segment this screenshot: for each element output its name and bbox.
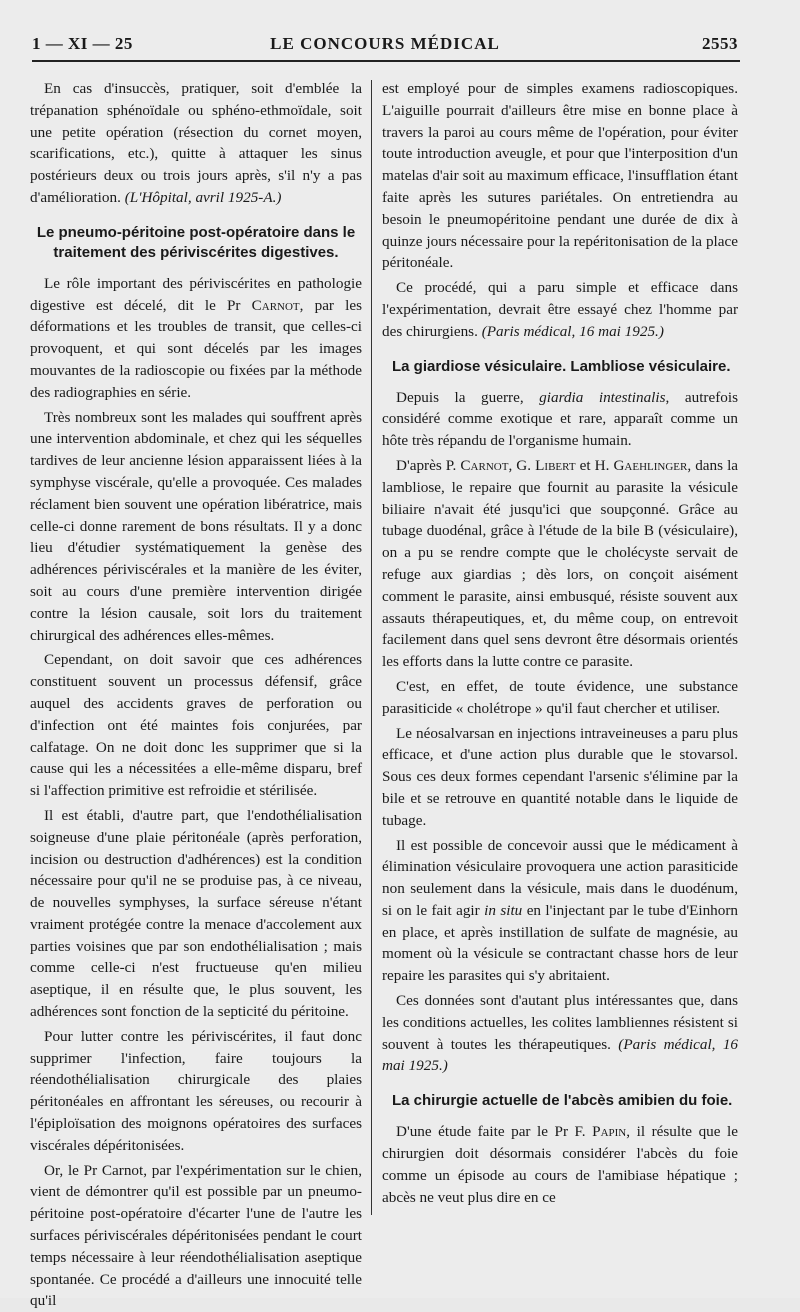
paragraph: Pour lutter contre les périviscérites, il faut donc supprimer l'infection, faire toujours la réendothélialisation chirurgicale des plaies péritonéales en affrontant les séreuses, ou recourir à l'épiploïsation des moignons opératoires des surfaces viscérales dépéritonisées.	[30, 1027, 362, 1154]
article-heading: Le pneumo-péritoine post-opératoire dans le traitement des périviscérites digestives.	[36, 223, 356, 261]
paragraph: C'est, en effet, de toute évidence, une substance parasiticide « cholétrope » qu'il faut chercher et utiliser.	[382, 677, 738, 717]
paragraph: est employé pour de simples examens radioscopiques. L'aiguille pourrait d'ailleurs être mise en bonne place à travers la paroi au cours même de l'opération, pour éviter toute introduction aveugle, et pour que l'interposition d'un matelas d'air soit au maximum efficace, l'insufflation étant faite après les sutures pariétales. On entretiendra au besoin le pneumopéritoine pendant une durée de dix à quinze jours nécessaire pour la repéritonisation de la place péritonéale.	[382, 80, 738, 272]
journal-title: LE CONCOURS MÉDICAL	[270, 34, 500, 53]
paragraph: Le néosalvarsan en injections intraveineuses a paru plus efficace, et d'une action plus durable que le stovarsol. Sous ces deux formes cependant l'arsenic s'élimine par la bile et se retrouve en quantité notable dans le liquide de tubage.	[382, 724, 738, 829]
paragraph: Très nombreux sont les malades qui souffrent après une intervention abdominale, et chez qui les séquelles tardives de leur ancienne lésion apparaissent liées à la symphyse viscérale, qu'elle a provoquée. Ces malades réclament bien souvent une opération libératrice, mais celle-ci donne rarement de bons résultats. Il y a donc lieu d'étudier systématiquement la genèse des adhérences périviscérales et la manière de les éviter, soit au cours d'une première intervention dirigée contre la lésion causale, soit lors du traitement chirurgical des adhérences elles-mêmes.	[30, 408, 362, 644]
paragraph: D'une étude faite par le Pr F. Papin, il résulte que le chirurgien doit désormais considérer l'abcès du foie comme un épisode au cours de l'amibiase hépatique ; abcès ne veut plus dire en ce	[382, 1123, 739, 1206]
paragraph: Il est possible de concevoir aussi que le médicament à élimination vésiculaire provoquera une action parasiticide non seulement dans la vésicule, mais dans le duodénum, si on le fait agir in situ en l'injectant par le tube d'Einhorn en place, et après instillation de sulfate de magnésie, au moment où la vésicule se contractant chasse hors de leur repaire les parasites qui s'y abritaient.	[382, 836, 739, 985]
page-number: 2553	[702, 34, 738, 53]
paragraph: Or, le Pr Carnot, par l'expérimentation sur le chien, vient de démontrer qu'il est possible par un pneumo-péritoine post-opératoire d'écarter l'une de l'autre les surfaces périviscérales dépéritonisées pendant le court temps nécessaire à leur réendothélialisation aseptique spontanée. Ce procédé a d'ailleurs une innocuité telle qu'il	[30, 1161, 362, 1310]
paragraph: Ce procédé, qui a paru simple et efficace dans l'expérimentation, devrait être essayé chez l'homme par des chirurgiens. (Paris médical, 16 mai 1925.)	[382, 279, 738, 340]
column-rule	[371, 80, 372, 1215]
paragraph: Cependant, on doit savoir que ces adhérences constituent souvent un processus défensif, grâce auquel des accidents graves de perforation ou d'infection ont été maintes fois conjurées, par calfatage. On ne doit donc les supprimer que si la cause qui les a nécessitées a elle-même disparu, bref si l'affection primitive est refroidie et stérilisée.	[30, 651, 362, 800]
article-heading: La chirurgie actuelle de l'abcès amibien du foie.	[392, 1092, 733, 1110]
issue-date: 1 — XI — 25	[32, 34, 133, 53]
paragraph: Le rôle important des périviscérites en pathologie digestive est décelé, dit le Pr Carnot, par les déformations et les troubles de transit, que celles-ci provoquent, et qui sont décelés par les images mouvantes de la radioscopie ou fixées par la méthode des radiographies en série.	[30, 274, 362, 401]
paragraph: En cas d'insuccès, pratiquer, soit d'emblée la trépanation sphénoïdale ou sphéno-ethmoïdale, soit une petite opération (résection du cornet moyen, scarifications, etc.), quitte à attaquer les sinus postérieurs deux ou trois jours après, s'il n'y a pas d'amélioration. (L'Hôpital, avril 1925-A.)	[30, 80, 362, 206]
left-column	[30, 78, 362, 1310]
header-rule	[32, 60, 740, 62]
paragraph: Depuis la guerre, giardia intestinalis, autrefois considéré comme exotique et rare, apparaît comme un hôte très répandu de l'organisme humain.	[382, 388, 738, 450]
paragraph: Il est établi, d'autre part, que l'endothélialisation soigneuse d'une plaie péritonéale (après perforation, incision ou destruction d'adhérences) est la condition nécessaire pour qu'il ne se produise pas, à ce niveau, de nouvelles symphyses, la surface séreuse n'étant vraiment protégée contre la menace d'accolement aux parties voisines que par son endothélialisation ; mais comme celle-ci n'est fructueuse qu'en milieu aseptique, il en résulte que, le plus souvent, les adhérences sont fonction de la septicité du péritoine.	[30, 806, 362, 1021]
paragraph: D'après P. Carnot, G. Libert et H. Gaehlinger, dans la lambliose, le repaire que fournit au parasite la vésicule biliaire n'avait été jusqu'ici que soupçonné. Grâce au tubage duodénal, grâce à l'étude de la bile B (vésiculaire), on a pu se rendre compte que le cholécyste servait de refuge aux giardias ; dès lors, on conçoit aisément comment le parasite, ainsi embusqué, résiste souvent aux assauts thérapeutiques, et, du même coup, on entrevoit facilement dans quel sens devront être désormais orientés les efforts dans la lutte contre ce parasite.	[382, 456, 739, 671]
paragraph: Ces données sont d'autant plus intéressantes que, dans les conditions actuelles, les colites lambliennes résistent si souvent à toutes les thérapeutiques. (Paris médical, 16 mai 1925.)	[382, 992, 739, 1075]
page-header	[32, 34, 738, 56]
article-heading: La giardiose vésiculaire. Lambliose vésiculaire.	[392, 357, 731, 375]
right-column	[382, 78, 738, 1218]
